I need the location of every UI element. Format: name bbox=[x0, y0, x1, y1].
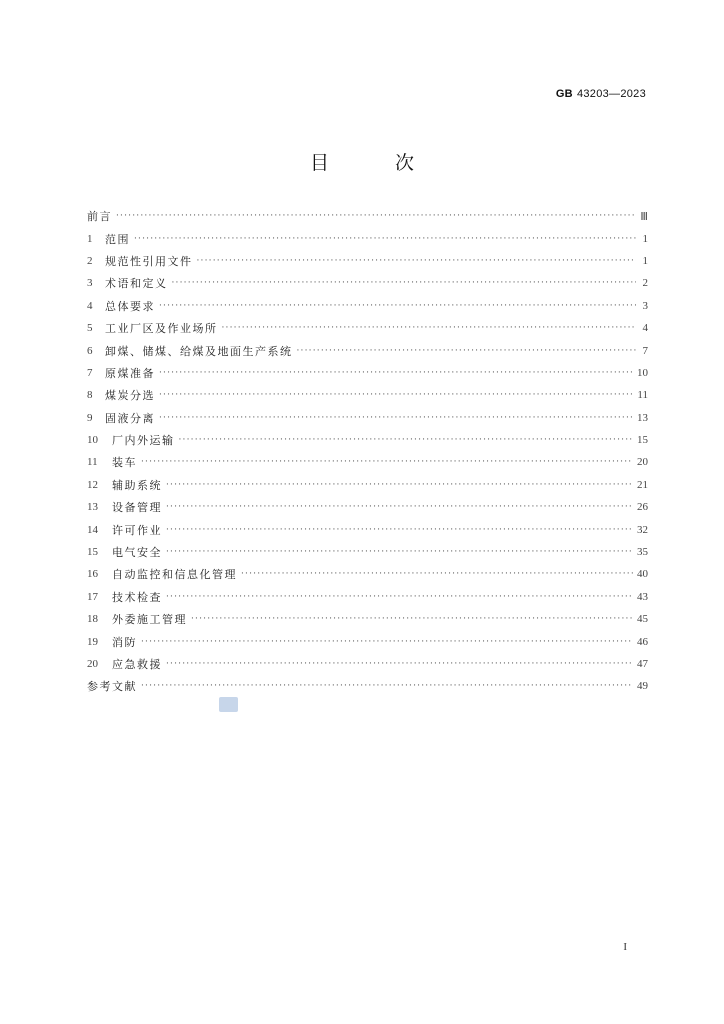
toc-entry[interactable] bbox=[87, 250, 648, 272]
toc-entry-page: 20 bbox=[637, 456, 648, 469]
toc-entry[interactable] bbox=[87, 653, 648, 675]
toc-entry-label: 固液分离 bbox=[105, 411, 155, 425]
toc-leader-dots bbox=[166, 525, 633, 535]
toc-entry-label: 总体要求 bbox=[105, 299, 155, 313]
page-title: 目 次 bbox=[309, 152, 445, 174]
toc-leader-dots bbox=[179, 435, 634, 445]
toc-leader-dots bbox=[166, 502, 633, 512]
toc-entry-label: 工业厂区及作业场所 bbox=[105, 322, 218, 336]
toc-leader-dots bbox=[166, 480, 633, 490]
toc-entry[interactable] bbox=[87, 317, 648, 339]
toc-entry-page: 3 bbox=[642, 299, 648, 312]
toc-entry-label: 厂内外运输 bbox=[112, 434, 175, 448]
toc-entry-page: Ⅲ bbox=[640, 210, 648, 223]
toc-entry-number: 5 bbox=[87, 322, 93, 335]
watermark-logo bbox=[219, 697, 238, 712]
toc-entry-number: 9 bbox=[87, 411, 93, 424]
toc-entry-page: 10 bbox=[637, 366, 648, 379]
toc-entry-number: 20 bbox=[87, 658, 98, 670]
toc-leader-dots bbox=[159, 301, 636, 311]
toc-entry-label: 应急救援 bbox=[112, 658, 162, 671]
toc-entry[interactable] bbox=[87, 205, 648, 227]
toc-entry-label: 术语和定义 bbox=[105, 277, 168, 291]
toc-leader-dots bbox=[159, 368, 633, 378]
toc-entry-label: 技术检查 bbox=[112, 590, 162, 604]
table-of-contents bbox=[87, 205, 648, 698]
toc-entry-page: 11 bbox=[637, 389, 648, 402]
toc-entry-number: 16 bbox=[87, 568, 98, 581]
standard-prefix: GB bbox=[555, 88, 573, 100]
toc-leader-dots bbox=[297, 346, 637, 356]
toc-leader-dots bbox=[172, 278, 637, 288]
toc-entry-page: 35 bbox=[637, 546, 648, 559]
toc-entry-page: 21 bbox=[637, 478, 648, 491]
toc-entry-page: 49 bbox=[637, 680, 648, 693]
toc-entry[interactable] bbox=[87, 407, 648, 429]
toc-entry-page: 7 bbox=[642, 344, 648, 357]
toc-entry-label: 前言 bbox=[87, 210, 112, 224]
toc-entry-number: 14 bbox=[87, 523, 98, 536]
toc-entry-label: 装车 bbox=[112, 456, 137, 470]
toc-entry[interactable] bbox=[87, 227, 648, 249]
toc-entry[interactable] bbox=[87, 608, 648, 630]
toc-entry-number: 6 bbox=[87, 344, 93, 357]
toc-entry-number: 11 bbox=[87, 456, 98, 469]
toc-entry-label: 卸煤、储煤、给煤及地面生产系统 bbox=[105, 344, 293, 358]
toc-entry-label: 参考文献 bbox=[87, 680, 137, 694]
toc-leader-dots bbox=[134, 234, 636, 244]
toc-entry-number: 17 bbox=[87, 590, 98, 603]
toc-entry-number: 12 bbox=[87, 478, 98, 491]
toc-entry-label: 自动监控和信息化管理 bbox=[112, 568, 237, 582]
toc-leader-dots bbox=[241, 569, 633, 579]
toc-entry[interactable] bbox=[87, 496, 648, 518]
toc-entry-page: 40 bbox=[637, 568, 648, 581]
toc-entry-number: 13 bbox=[87, 501, 98, 514]
toc-entry-label: 规范性引用文件 bbox=[105, 254, 193, 268]
toc-leader-dots bbox=[166, 659, 633, 669]
toc-entry-label: 范围 bbox=[105, 232, 130, 246]
toc-entry[interactable] bbox=[87, 630, 648, 652]
toc-entry-number: 19 bbox=[87, 635, 98, 648]
toc-leader-dots bbox=[141, 457, 633, 467]
toc-entry-page: 13 bbox=[637, 411, 648, 424]
toc-entry-label: 许可作业 bbox=[112, 523, 162, 537]
toc-entry[interactable] bbox=[87, 339, 648, 361]
toc-entry[interactable] bbox=[87, 362, 648, 384]
toc-entry-page: 45 bbox=[637, 613, 648, 626]
toc-entry-number: 15 bbox=[87, 546, 98, 559]
toc-leader-dots bbox=[197, 256, 637, 266]
toc-entry-label: 原煤准备 bbox=[105, 366, 155, 380]
toc-entry-page: 2 bbox=[642, 277, 648, 290]
page-number: I bbox=[623, 941, 627, 953]
toc-leader-dots bbox=[159, 413, 633, 423]
toc-leader-dots bbox=[166, 547, 633, 557]
standard-number: 43203—2023 bbox=[576, 88, 646, 100]
standard-code bbox=[556, 88, 646, 100]
toc-entry[interactable] bbox=[87, 272, 648, 294]
toc-entry[interactable] bbox=[87, 429, 648, 451]
toc-entry[interactable] bbox=[87, 474, 648, 496]
toc-leader-dots bbox=[141, 637, 633, 647]
toc-entry[interactable] bbox=[87, 451, 648, 473]
toc-entry[interactable] bbox=[87, 384, 648, 406]
toc-leader-dots bbox=[116, 211, 636, 221]
toc-entry-page: 1 bbox=[642, 254, 648, 267]
toc-entry-page: 47 bbox=[637, 658, 648, 670]
toc-entry[interactable] bbox=[87, 563, 648, 585]
toc-leader-dots bbox=[141, 681, 633, 691]
toc-entry-number: 4 bbox=[87, 299, 93, 312]
toc-entry-page: 32 bbox=[637, 523, 648, 536]
toc-entry[interactable] bbox=[87, 541, 648, 563]
toc-leader-dots bbox=[191, 614, 633, 624]
toc-entry-page: 43 bbox=[637, 590, 648, 603]
toc-entry-number: 2 bbox=[87, 254, 93, 267]
toc-entry-number: 7 bbox=[87, 366, 93, 379]
toc-entry-number: 8 bbox=[87, 389, 93, 402]
toc-entry[interactable] bbox=[87, 586, 648, 608]
toc-entry-page: 1 bbox=[642, 232, 648, 245]
toc-entry-page: 15 bbox=[637, 434, 648, 447]
toc-entry-page: 46 bbox=[637, 635, 648, 648]
toc-entry-label: 消防 bbox=[112, 635, 137, 649]
toc-leader-dots bbox=[159, 390, 633, 400]
toc-entry-number: 10 bbox=[87, 434, 98, 447]
toc-entry-label: 设备管理 bbox=[112, 501, 162, 515]
toc-entry[interactable] bbox=[87, 295, 648, 317]
toc-entry-number: 1 bbox=[87, 232, 93, 245]
toc-entry-number: 18 bbox=[87, 613, 98, 626]
toc-entry[interactable] bbox=[87, 518, 648, 540]
toc-entry-label: 煤炭分选 bbox=[105, 389, 155, 403]
toc-entry-label: 辅助系统 bbox=[112, 478, 162, 492]
toc-leader-dots bbox=[166, 592, 633, 602]
toc-leader-dots bbox=[222, 323, 637, 333]
toc-entry-number: 3 bbox=[87, 277, 93, 290]
toc-entry-page: 4 bbox=[642, 322, 648, 335]
toc-entry[interactable] bbox=[87, 675, 648, 697]
toc-entry-label: 外委施工管理 bbox=[112, 613, 187, 627]
toc-entry-label: 电气安全 bbox=[112, 546, 162, 560]
toc-entry-page: 26 bbox=[637, 501, 648, 514]
